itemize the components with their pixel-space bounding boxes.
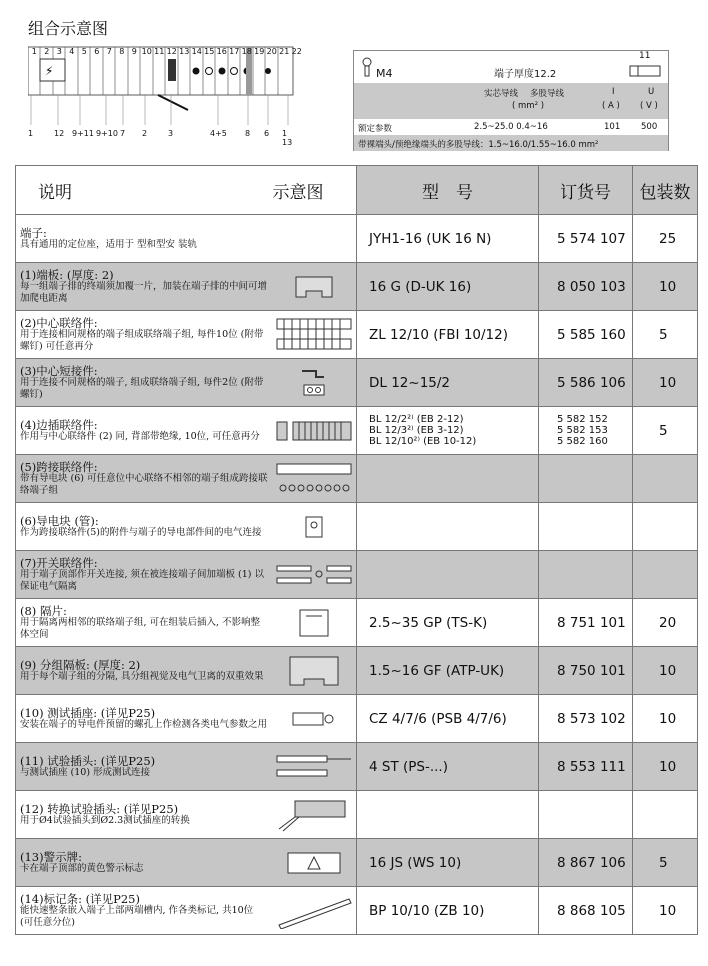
row-model: JYH1-16 (UK 16 N) [357, 215, 539, 263]
row-model: BL 12/2²⁾ (EB 2-12) BL 12/3²⁾ (EB 3-12) BL 12/10²⁾ (EB 10-12) [357, 407, 539, 455]
row-description: 端子: 具有通用的定位座，适用于 型和型安 装轨 [16, 215, 357, 263]
spec-ferrule-row [354, 135, 668, 151]
spec-wire-row [354, 83, 668, 119]
switch-jumper-icon [273, 551, 357, 599]
row-model: BP 10/10 (ZB 10) [357, 887, 539, 935]
terminal-side-icon [628, 63, 664, 79]
rated-range: 2.5~25.0 0.4~16 [474, 122, 548, 132]
spec-header-row [354, 51, 668, 83]
row-order: 8 050 103 [539, 263, 633, 311]
row-pack: 20 [633, 599, 698, 647]
assembly-drawing [28, 45, 302, 147]
side-jumper-icon [273, 407, 357, 455]
row-description: (10) 测试插座: (详见P25) 安装在端子的导电件预留的螺孔上作检测各类电气参数之用 [16, 695, 273, 743]
table-row [16, 359, 698, 407]
row-description: (5)跨接联络件: 带有导电块 (6) 可任意位中心联络不相邻的端子组成跨接联络端子组 [16, 455, 273, 503]
unit-label: ( mm² ) [512, 101, 545, 111]
row-order [539, 551, 633, 599]
row-model: ZL 12/10 (FBI 10/12) [357, 311, 539, 359]
stranded-wire-label: 多股导线 [530, 89, 565, 99]
warning-sign-icon [273, 839, 357, 887]
row-description: (11) 试验插头: (详见P25) 与测试插座 (10) 形成测试连接 [16, 743, 273, 791]
table-row [16, 791, 698, 839]
center-jumper-icon [273, 311, 357, 359]
row-description: (13)警示牌: 卡在端子顶部的黄色警示标志 [16, 839, 273, 887]
table-row [16, 215, 698, 263]
row-order: 5 585 160 [539, 311, 633, 359]
row-pack: 10 [633, 695, 698, 743]
row-model: 4 ST (PS-...) [357, 743, 539, 791]
terminal-thickness: 端子厚度12.2 [494, 69, 557, 80]
top-position-numbers: 1 2 3 4 5 6 7 8 9 10 11 12 13 14 15 16 17 18 19 20 21 22 [31, 47, 302, 56]
row-pack: 5 [633, 311, 698, 359]
row-model: CZ 4/7/6 (PSB 4/7/6) [357, 695, 539, 743]
spec-rated-row [354, 119, 668, 135]
table-row [16, 599, 698, 647]
row-model: 16 JS (WS 10) [357, 839, 539, 887]
row-pack [633, 455, 698, 503]
row-description: (1)端板: (厚度: 2) 每一组端子排的终端须加覆一片，加装在端子排的中间可增加爬电距离 [16, 263, 273, 311]
row-pack: 10 [633, 887, 698, 935]
table-row [16, 839, 698, 887]
adapter-plug-icon [273, 791, 357, 839]
row-model: 2.5~35 GP (TS-K) [357, 599, 539, 647]
row-order: 8 553 111 [539, 743, 633, 791]
terminal-assembly-diagram: ⚡ 1 2 3 4 5 6 7 8 9 10 11 12 13 14 15 16 17 18 19 20 21 22 1 12 9+11 9+10 7 2 3 4+5 8 6 1 13 [28, 47, 302, 147]
row-model [357, 455, 539, 503]
conductor-block-icon [273, 503, 357, 551]
row-order [539, 455, 633, 503]
row-pack: 5 [633, 407, 698, 455]
end-plate-icon [273, 263, 357, 311]
row-pack: 10 [633, 647, 698, 695]
row-order: 5 574 107 [539, 215, 633, 263]
short-jumper-icon [273, 359, 357, 407]
row-description: (2)中心联络件: 用于连接相同规格的端子组成联络端子组, 每件10位 (附带螺钉) 可任意再分 [16, 311, 273, 359]
row-model [357, 551, 539, 599]
row-pack: 5 [633, 839, 698, 887]
row-description: (8) 隔片: 用于隔离两相邻的联络端子组, 可在组装后插入, 不影响整体空间 [16, 599, 273, 647]
table-row [16, 407, 698, 455]
bridge-jumper-icon [273, 455, 357, 503]
row-order: 5 586 106 [539, 359, 633, 407]
row-pack [633, 551, 698, 599]
row-order: 5 582 152 5 582 153 5 582 160 [539, 407, 633, 455]
table-header-row [16, 166, 698, 215]
voltage-unit: ( V ) [640, 101, 658, 111]
rated-current: 101 [604, 122, 621, 132]
ferrule-note: 带裸端头/预绝缘端头的多股导线：1.5~16.0/1.55~16.0 mm² [358, 140, 599, 150]
row-pack [633, 791, 698, 839]
header-desc: 说明 [16, 166, 273, 215]
screw-icon [360, 57, 374, 77]
table-row [16, 695, 698, 743]
row-description: (9) 分组隔板: (厚度: 2) 用于每个端子组的分隔, 具分组视觉及电气卫离的双重效果 [16, 647, 273, 695]
row-description: (7)开关联络件: 用于端子顶部作开关连接, 须在被连接端子间加端板 (1) 以保证电气隔离 [16, 551, 273, 599]
page-title: 组合示意图 [28, 19, 109, 38]
row-description: (14)标记条: (详见P25) 能快速整条嵌入端子上部两端槽内, 作各类标记, 共10位 (可任意分位) [16, 887, 273, 935]
spec-panel [353, 50, 669, 151]
header-pack: 包装数 [633, 166, 698, 215]
table-row [16, 887, 698, 935]
table-row [16, 503, 698, 551]
table-row [16, 455, 698, 503]
row-pack: 10 [633, 743, 698, 791]
screw-size: M4 [376, 67, 393, 80]
row-pack [633, 503, 698, 551]
row-model: 1.5~16 GF (ATP-UK) [357, 647, 539, 695]
row-pack: 10 [633, 359, 698, 407]
current-unit: ( A ) [602, 101, 620, 111]
row-model: DL 12~15/2 [357, 359, 539, 407]
row-order: 8 751 101 [539, 599, 633, 647]
separator-plate-icon [273, 599, 357, 647]
row-order [539, 503, 633, 551]
current-symbol: I [612, 87, 615, 97]
dimension-label: 11 [639, 51, 651, 61]
test-plug-icon [273, 743, 357, 791]
group-partition-icon [273, 647, 357, 695]
row-model [357, 503, 539, 551]
row-pack: 25 [633, 215, 698, 263]
svg-text:⚡: ⚡ [45, 64, 54, 78]
table-row [16, 263, 698, 311]
solid-wire-label: 实芯导线 [484, 89, 519, 99]
header-order: 订货号 [539, 166, 633, 215]
rated-label: 额定参数 [358, 124, 393, 134]
table-row [16, 311, 698, 359]
voltage-symbol: U [648, 87, 655, 97]
row-order: 8 750 101 [539, 647, 633, 695]
table-row [16, 551, 698, 599]
rated-voltage: 500 [641, 122, 658, 132]
accessories-table [15, 165, 698, 935]
row-order: 8 867 106 [539, 839, 633, 887]
row-model [357, 791, 539, 839]
row-order [539, 791, 633, 839]
row-description: (3)中心短接件: 用于连接不同规格的端子, 组成联络端子组, 每件2位 (附带螺钉) [16, 359, 273, 407]
row-order: 8 573 102 [539, 695, 633, 743]
marker-strip-icon [273, 887, 357, 935]
row-pack: 10 [633, 263, 698, 311]
table-row [16, 743, 698, 791]
table-row [16, 647, 698, 695]
row-description: (12) 转换试验插头: (详见P25) 用于Ø4试验插头到Ø2.3测试插座的转换 [16, 791, 273, 839]
header-diagram: 示意图 [273, 166, 357, 215]
row-model: 16 G (D-UK 16) [357, 263, 539, 311]
header-model: 型 号 [357, 166, 539, 215]
row-order: 8 868 105 [539, 887, 633, 935]
row-description: (6)导电块 (管): 作为跨接联络件(5)的附件与端子的导电部件间的电气连接 [16, 503, 273, 551]
row-description: (4)边插联络件: 作用与中心联络件 (2) 同, 背部带绝缘, 10位, 可任意再分 [16, 407, 273, 455]
test-socket-icon [273, 695, 357, 743]
